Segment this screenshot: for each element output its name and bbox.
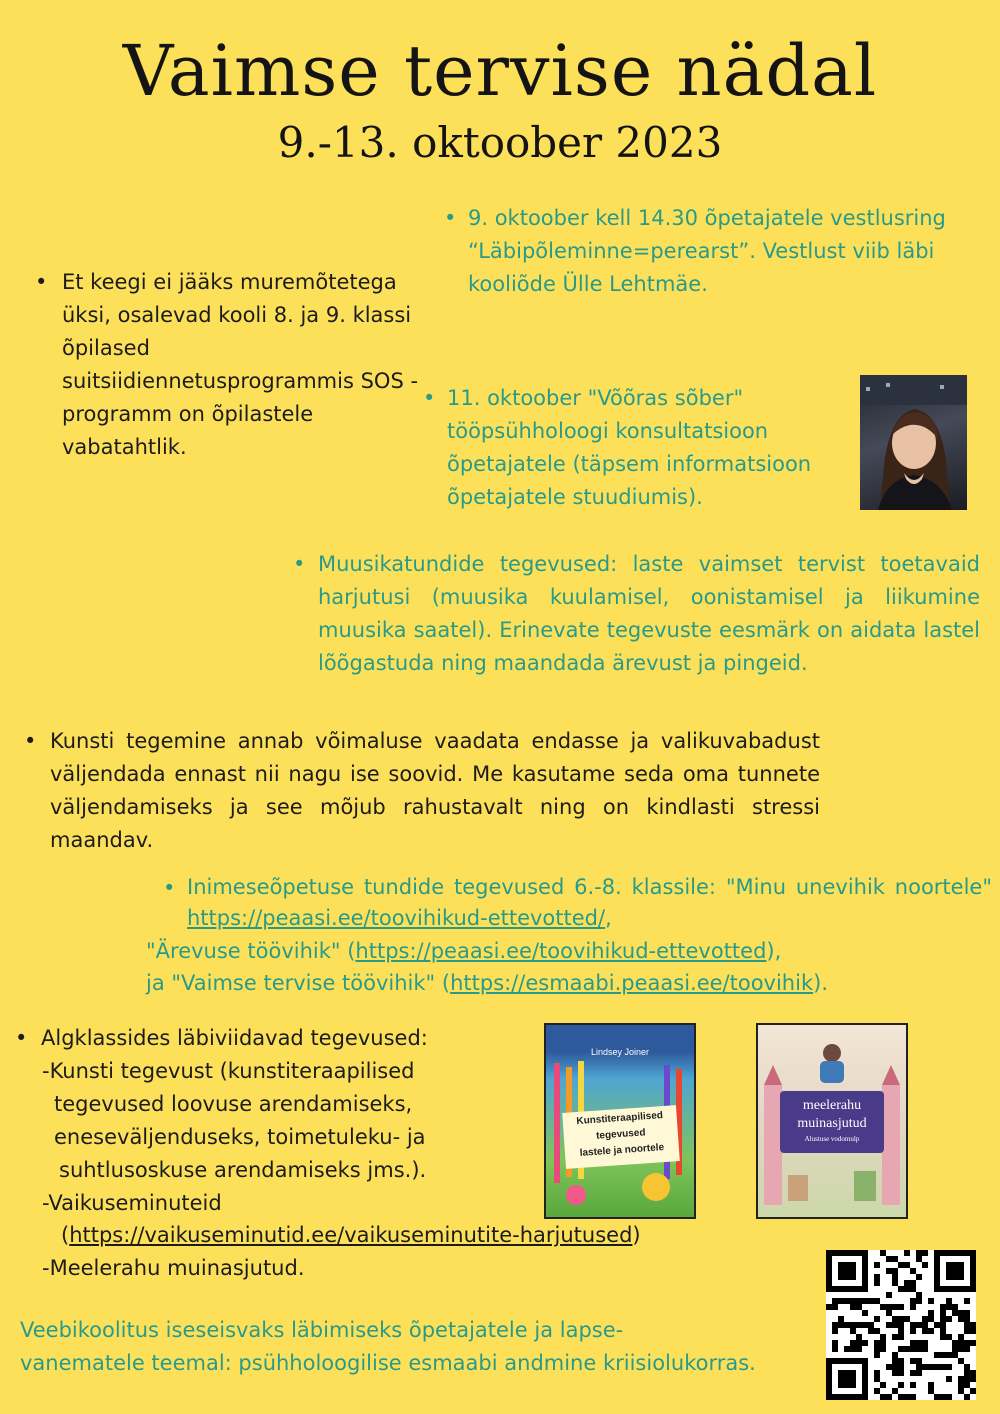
bullet-4: • <box>293 552 306 576</box>
algklassid-line-1: -Kunsti tegevust (kunstiteraapilised <box>42 1059 415 1083</box>
vaimse-close: ). <box>813 971 828 995</box>
qr-code-icon <box>826 1250 976 1400</box>
footer-line-1: Veebikoolitus iseseisvaks läbimiseks õpetajatele ja lapse- <box>20 1318 624 1342</box>
bullet-3: • <box>423 386 436 410</box>
algklassid-line-7: -Meelerahu muinasjutud. <box>42 1256 305 1280</box>
item-konsultatsioon: 11. oktoober "Võõras sõber" tööpsühholoogi konsultatsioon õpetajatele (täpsem informatsioon õpetajatele stuudiumis). <box>447 386 812 509</box>
event-date: 9.-13. oktoober 2023 <box>277 118 723 167</box>
footer-line-2: vanematele teemal: psühholoogilise esmaabi andmine kriisiolukorras. <box>20 1351 756 1375</box>
link-vaikuseminutid[interactable]: https://vaikuseminutid.ee/vaikuseminutite-harjutused <box>69 1223 633 1247</box>
item-inimeseopetus-intro: Inimeseõpetuse tundide tegevused 6.-8. klassile: "Minu unevihik noortele" <box>187 875 992 899</box>
algklassid-line-3: eneseväljenduseks, toimetuleku- ja <box>54 1125 426 1149</box>
book1-author: Lindsey Joiner <box>590 1047 650 1057</box>
book1-title-label <box>562 1105 680 1169</box>
book2-subtitle: Alustuse vodomulp <box>804 1135 860 1143</box>
item-muusikatunnid: Muusikatundide tegevused: laste vaimset tervist toetavaid harjutusi (muusika kuulamisel, oonistamisel ja liikumine muusika saatel). Erinevate tegevuste eesmärk on aidata lastel lõõgastuda ning maandada ärevust ja pingeid. <box>318 552 980 675</box>
book1-title-2: tegevused <box>595 1127 646 1142</box>
item-kunsti-tegemine: Kunsti tegemine annab võimaluse vaadata endasse ja valikuvabadust väljendada ennast nii nagu ise soovid. Me kasutame seda oma tunnete väljendamiseks ja see mõjub rahustavalt ning on kindlasti stressi maandav. <box>50 729 820 852</box>
bullet-5: • <box>24 729 37 753</box>
algklassid-line-2: tegevused loovuse arendamiseks, <box>54 1092 413 1116</box>
link-arevuse-toovihik[interactable]: https://peaasi.ee/toovihikud-ettevotted <box>355 939 767 963</box>
book-kunstiteraapilised-cover <box>546 1025 694 1217</box>
item-inimeseopetus <box>187 872 992 934</box>
item-vaimse-line <box>146 968 996 999</box>
paren-open: ( <box>61 1223 70 1247</box>
book-meelerahu-cover <box>758 1025 906 1217</box>
book1-title-1: Kunstiteraapilised <box>576 1110 664 1128</box>
arevuse-close: ), <box>766 939 782 963</box>
algklassid-line-6 <box>61 1219 641 1252</box>
bullet-7: • <box>15 1026 28 1050</box>
algklassid-line-5: -Vaikuseminuteid <box>42 1191 222 1215</box>
link-unevihik[interactable]: https://peaasi.ee/toovihikud-ettevotted/ <box>187 906 606 930</box>
book1-title-3: lastele ja noortele <box>579 1142 665 1159</box>
comma: , <box>605 906 612 930</box>
qr-code[interactable] <box>826 1250 976 1400</box>
item-arevuse-line <box>146 936 996 967</box>
bullet-1: • <box>35 270 48 294</box>
item-sos-program: Et keegi ei jääks muremõtetega üksi, osalevad kooli 8. ja 9. klassi õpilased suitsiidiennetusprogrammis SOS - programm on õpilastele vabatahtlik. <box>62 270 419 459</box>
algklassid-title: Algklassides läbiviidavad tegevused: <box>41 1026 428 1050</box>
bullet-2: • <box>444 206 457 230</box>
bullet-6: • <box>163 876 176 900</box>
arevuse-label: "Ärevuse töövihik" ( <box>146 939 356 963</box>
book2-title-2: muinasjutud <box>797 1116 867 1131</box>
item-vestlusring: 9. oktoober kell 14.30 õpetajatele vestlusring “Läbipõleminne=perearst”. Vestlust viib läbi kooliõde Ülle Lehtmäe. <box>468 206 946 296</box>
page-title: Vaimse tervise nädal <box>122 30 878 112</box>
book2-title-1: meelerahu <box>802 1098 862 1113</box>
vaimse-label: ja "Vaimse tervise töövihik" ( <box>146 971 451 995</box>
algklassid-line-4: suhtlusoskuse arendamiseks jms.). <box>59 1158 427 1182</box>
consultant-photo <box>860 375 967 510</box>
link-vaimse-toovihik[interactable]: https://esmaabi.peaasi.ee/toovihik <box>450 971 814 995</box>
portrait-image <box>860 375 967 510</box>
paren-close: ) <box>632 1223 641 1247</box>
book2-title-panel <box>780 1091 884 1153</box>
